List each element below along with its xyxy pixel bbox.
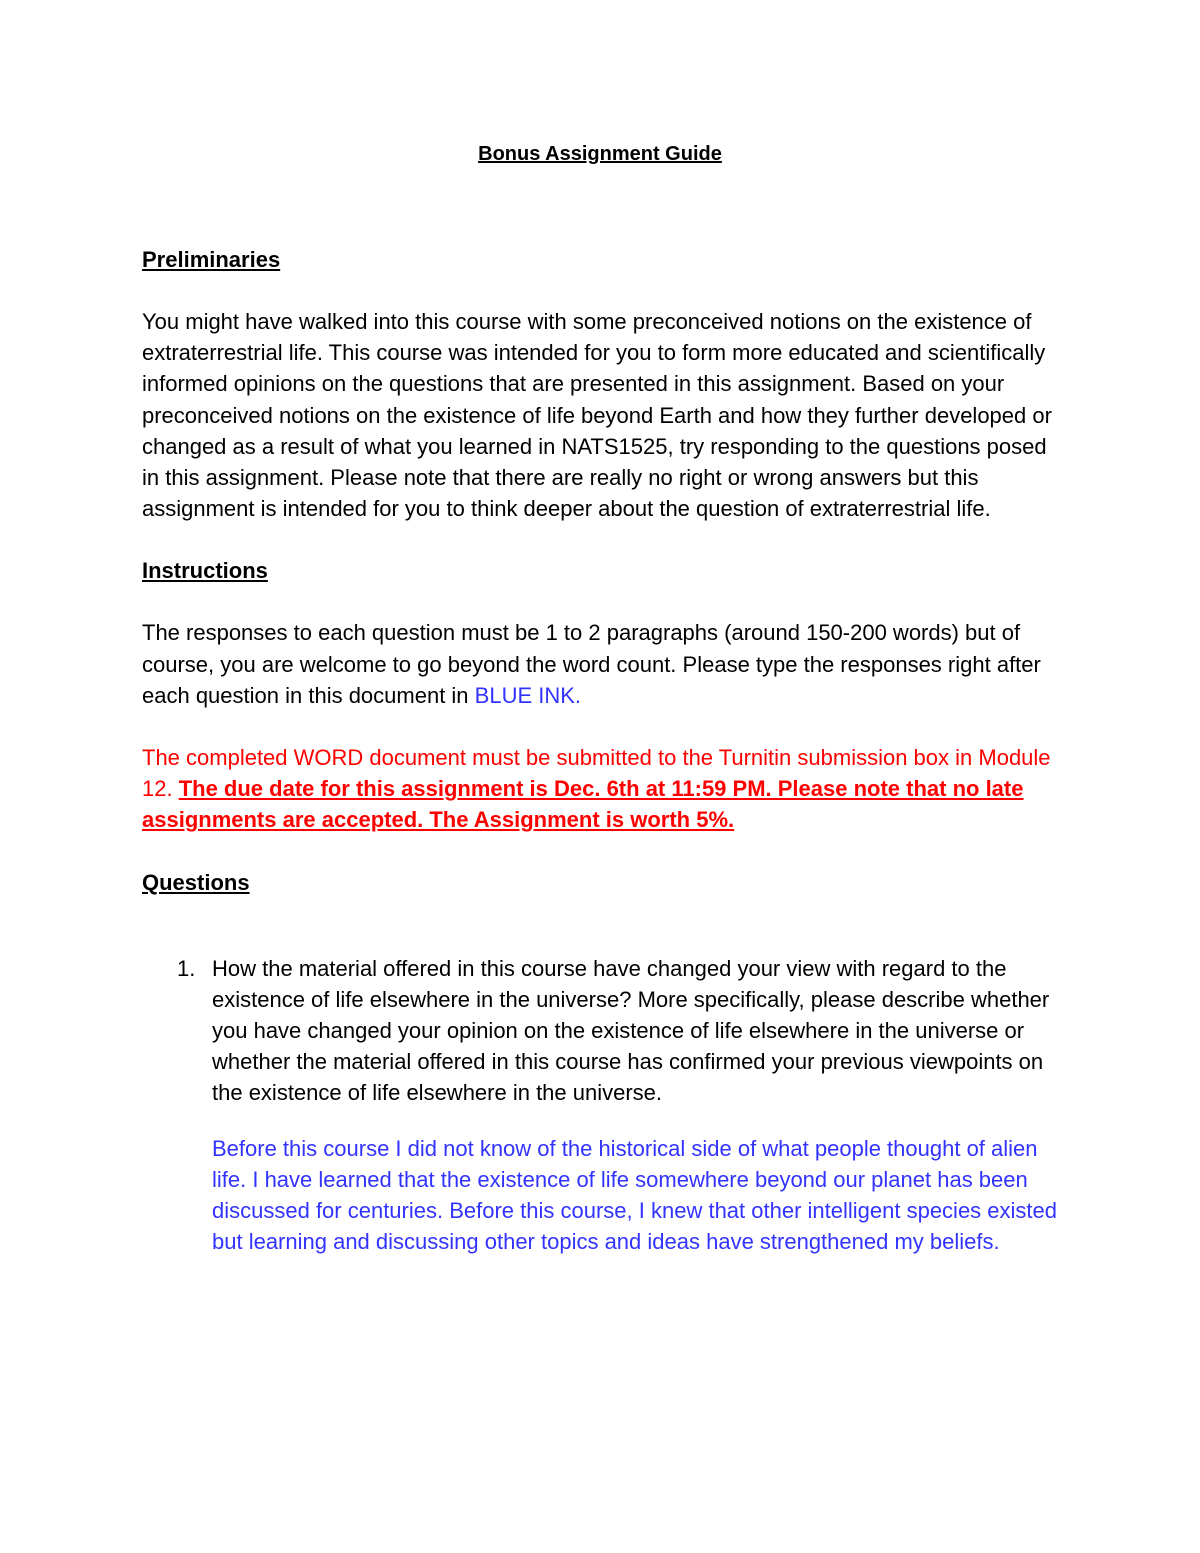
preliminaries-heading: Preliminaries	[142, 247, 281, 272]
question-number: 1.	[177, 955, 196, 981]
answer-text: Before this course I did not know of the historical side of what people thought of alien life. I have learned that the existence of life somewhere beyond our planet has been discussed for centuries. Before this course, I knew that other intelligent species existed but learning and discussing other topics and ideas have strengthened my beliefs.	[212, 1135, 1057, 1255]
instructions-heading: Instructions	[142, 558, 268, 584]
instructions-text: The responses to each question must be 1 to 2 paragraphs (around 150-200 words) but of course, you are welcome to go beyond the word count. Please type the responses right after each question in this document in	[142, 620, 1041, 708]
preliminaries-body: You might have walked into this course with some preconceived notions on the existence of extraterrestrial life. This course was intended for you to form more educated and scientifically informed opinions on the questions that are presented in this assignment. Based on your preconceived notions on the existence of life beyond Earth and how they further developed or changed as a result of what you learned in NATS1525, try responding to the questions posed in this assignment. Please note that there are really no right or wrong answers but this assignment is intended for you to think deeper about the question of extraterrestrial life.	[142, 309, 1052, 522]
document-title: Bonus Assignment Guide	[478, 143, 722, 165]
question-item	[142, 953, 1058, 1258]
submission-text: The completed WORD document must be submitted to the Turnitin submission box in Module 12.	[142, 745, 1051, 802]
blue-ink-period: .	[574, 682, 582, 708]
due-date-text: The due date for this assignment is Dec. 6th at 11:59 PM. Please note that no late assignments are accepted. The Assignment is worth 5%.	[142, 776, 1024, 833]
blue-ink-text: BLUE INK	[474, 682, 575, 708]
submission-notice	[142, 742, 1058, 836]
questions-heading: Questions	[142, 869, 250, 895]
question-text: How the material offered in this course have changed your view with regard to the existence of life elsewhere in the universe? More specifically, please describe whether you have changed your opinion on the existence of life elsewhere in the universe or whether the material offered in this course has confirmed your previous viewpoints on the existence of life elsewhere in the universe.	[212, 955, 1050, 1106]
instructions-body	[142, 617, 1058, 711]
